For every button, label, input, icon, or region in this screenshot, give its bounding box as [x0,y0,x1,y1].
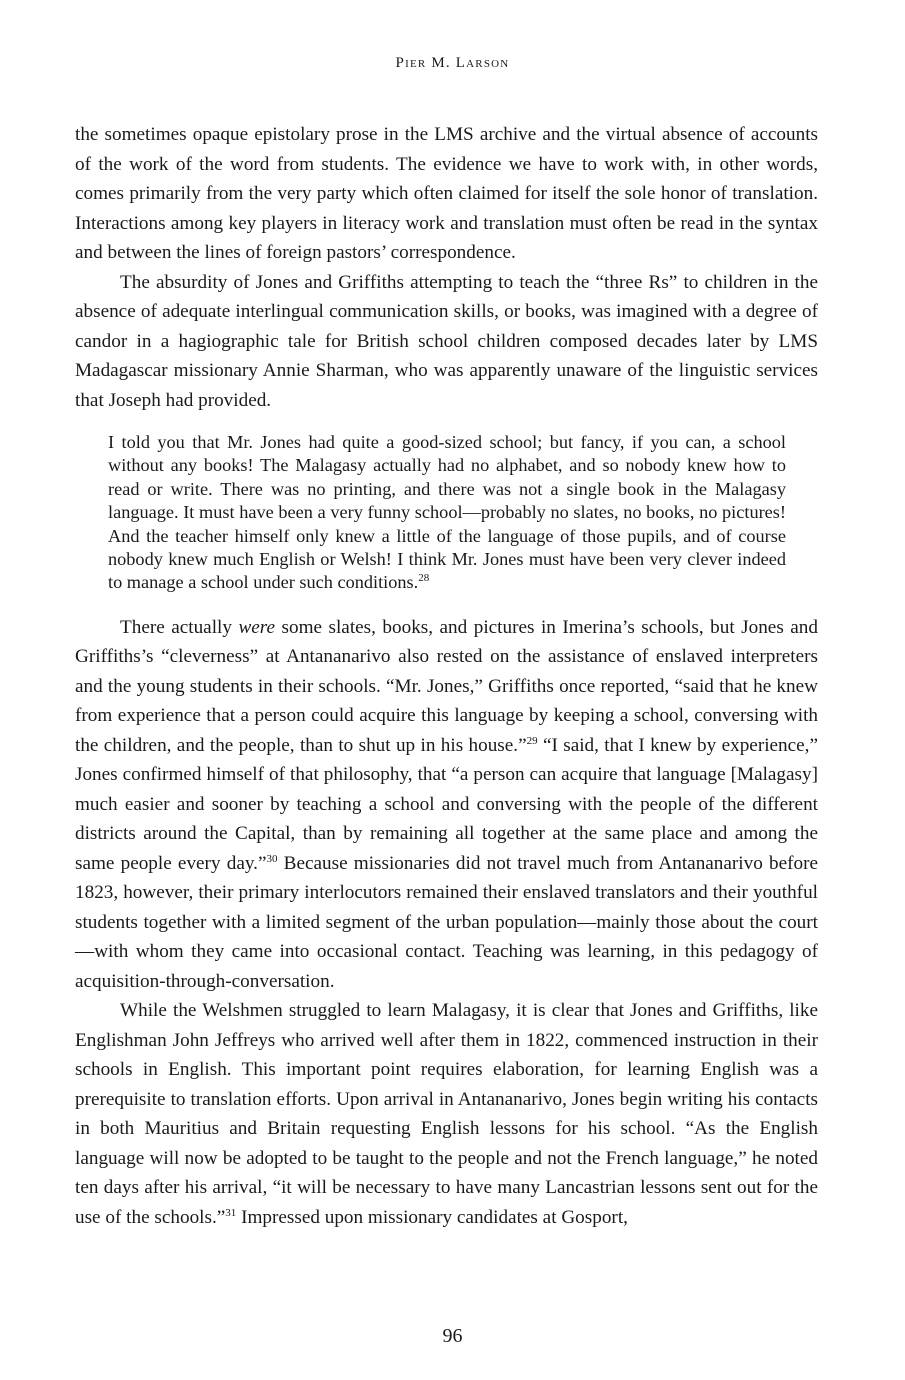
paragraph-4 [75,996,818,1232]
running-head: Pier M. Larson [395,55,510,71]
paragraph-3-part-1: There actually [120,616,239,638]
footnote-marker-29: 29 [526,734,538,747]
paragraph-2: The absurdity of Jones and Griffiths attempting to teach the “three Rs” to children in the absence of adequate interlingual communication skills, or books, was imagined with a degree of candor in a hagiographic tale for British school children composed decades later by LMS Madagascar missionary Annie Sharman, who was apparently unaware of the linguistic services that Joseph had provided. [75,271,818,411]
paragraph-4-part-2: Impressed upon missionary candidates at Gosport, [236,1206,628,1228]
block-quote-text: I told you that Mr. Jones had quite a good-sized school; but fancy, if you can, a school without any books! The Malagasy actually had no alphabet, and so nobody knew how to read or write. There was no printing, and there was not a single book in the Malagasy language. It must have been a very funny school—probably no slates, no books, no pictures! And the teacher himself only knew a little of the language of those pupils, and of course nobody knew much English or Welsh! I think Mr. Jones must have been very clever indeed to manage a school under such conditions. [108,432,786,593]
paragraph-1: the sometimes opaque epistolary prose in the LMS archive and the virtual absence of accounts of the work of the word from students. The evidence we have to work with, in other words, comes primarily from the very party which often claimed for itself the sole honor of translation. Interactions among key players in literacy work and translation must often be read in the syntax and between the lines of foreign pastors’ correspondence. [75,124,818,263]
paragraph-3-part-4: Because missionaries did not travel much from Antananarivo before 1823, however, their primary interlocutors remained their enslaved translators and their youthful students together with a limited segment of the urban population—mainly those about the court—with whom they came into occasional contact. Teaching was learning, in this pedagogy of acquisition-through-conversation. [75,852,818,992]
paragraph-3-emphasis: were [238,616,276,638]
footnote-marker-31: 31 [225,1206,237,1219]
block-quote [108,431,786,595]
page-number: 96 [442,1325,463,1347]
body-text [75,120,818,1232]
footnote-marker-28: 28 [418,572,430,585]
footnote-marker-30: 30 [266,852,278,865]
paragraph-4-part-1: While the Welshmen struggled to learn Malagasy, it is clear that Jones and Griffiths, like Englishman John Jeffreys who arrived well after them in 1822, commenced instruction in their schools in English. This important point requires elaboration, for learning English was a prerequisite to translation efforts. Upon arrival in Antananarivo, Jones begin writing his contacts in both Mauritius and Britain requesting English lessons for his school. “As the English language will now be adopted to be taught to the people and not the French language,” he noted ten days after his arrival, “it will be necessary to have many Lancastrian lessons sent out for the use of the schools.” [75,1000,818,1228]
paragraph-3-part-3: “I said, that I knew by experience,” Jones confirmed himself of that philosophy, that “a person can acquire that language [Malagasy] much easier and sooner by teaching a school and conversing with the people of the different districts around the Capital, than by remaining all together at the same place and among the same people every day.” [75,734,818,874]
paragraph-3 [75,613,818,997]
paragraph-3-part-2: some slates, books, and pictures in Imerina’s schools, but Jones and Griffiths’s “cleverness” at Antananarivo also rested on the assistance of enslaved interpreters and the young students in their schools. “Mr. Jones,” Griffiths once reported, “said that he knew from experience that a person could acquire this language by keeping a school, conversing with the children, and the people, than to shut up in his house.” [75,616,818,756]
